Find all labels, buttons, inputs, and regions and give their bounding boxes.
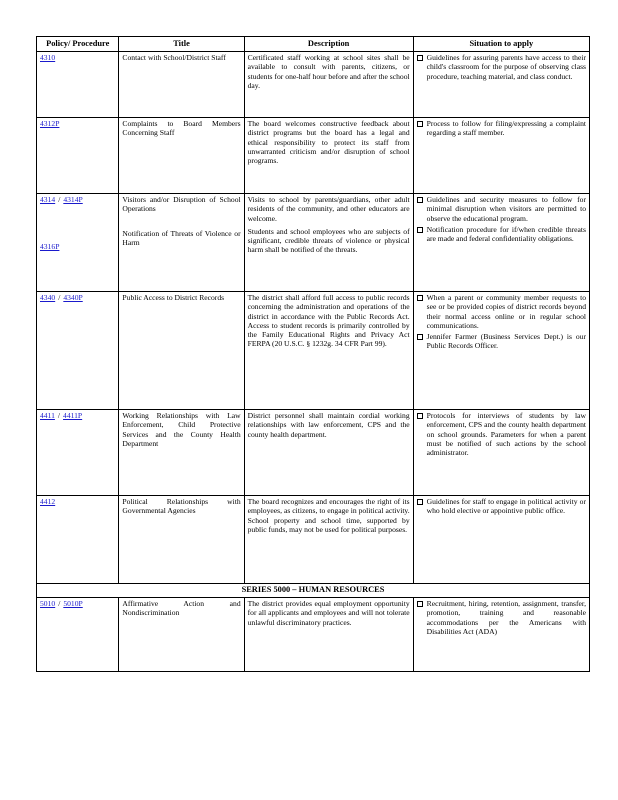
policy-title: Notification of Threats of Violence or Harm bbox=[122, 228, 241, 247]
policy-link-4340[interactable]: 4340 bbox=[40, 293, 56, 302]
table-row bbox=[37, 598, 590, 672]
checkbox-bullet-icon bbox=[417, 601, 423, 607]
policy-description: The district shall afford full access to public records concerning the administration and operations of the district in accordance with the Public Records Act. Access to student records is primarily controlled by the Family Educational Rights and Privacy Act FERPA (20 U.S.C. § 1232g. 34 CFR Part 99). bbox=[244, 292, 413, 410]
situation-text: Guidelines and security measures to follow for minimal disruption when visitors are permitted to observe the educational program. bbox=[426, 195, 586, 223]
policy-link-4312p[interactable]: 4312P bbox=[40, 119, 60, 128]
situation-cell bbox=[413, 598, 589, 672]
list-item bbox=[417, 225, 586, 244]
list-item bbox=[417, 53, 586, 81]
policy-code-cell bbox=[37, 496, 119, 584]
policy-description: Visits to school by parents/guardians, other adult residents of the community, and other educators are welcome. bbox=[247, 195, 410, 223]
policy-code-cell bbox=[37, 52, 119, 118]
procedure-link-4316p[interactable]: 4316P bbox=[40, 242, 60, 252]
policy-code-cell: 4340 / 4340P bbox=[37, 292, 119, 410]
policy-table bbox=[36, 36, 590, 672]
table-row bbox=[37, 52, 590, 118]
policy-title: Contact with School/District Staff bbox=[119, 52, 244, 118]
checkbox-bullet-icon bbox=[417, 413, 423, 419]
policy-description: The board recognizes and encourages the right of its employees, as citizens, to engage in political activity. School property and school time, supported by public funds, may not be used for political purposes. bbox=[244, 496, 413, 584]
checkbox-bullet-icon bbox=[417, 197, 423, 203]
policy-title: Visitors and/or Disruption of School Operations bbox=[122, 195, 241, 214]
checkbox-bullet-icon bbox=[417, 499, 423, 505]
procedure-link-5010p[interactable]: 5010P bbox=[63, 599, 83, 608]
header-policy-procedure: Policy/ Procedure bbox=[37, 37, 119, 52]
list-item bbox=[417, 332, 586, 351]
policy-description: Students and school employees who are subjects of significant, credible threats of violence or physical harm shall be notified of the threats. bbox=[247, 226, 410, 255]
header-description: Description bbox=[244, 37, 413, 52]
procedure-link-4314p[interactable]: 4314P bbox=[63, 195, 83, 204]
situation-cell bbox=[413, 496, 589, 584]
situation-text: Protocols for interviews of students by law enforcement, CPS and the county health department on school grounds. Parameters for when a parent must be notified of such actions by the school administrator. bbox=[426, 411, 586, 458]
header-row bbox=[37, 37, 590, 52]
situation-text: Notification procedure for if/when credible threats are made and federal confidentiality obligations. bbox=[426, 224, 586, 244]
series-heading: SERIES 5000 – HUMAN RESOURCES bbox=[37, 584, 590, 598]
checkbox-bullet-icon bbox=[417, 227, 423, 233]
policy-title: Affirmative Action and Nondiscrimination bbox=[119, 598, 244, 672]
table-row bbox=[37, 410, 590, 496]
list-item bbox=[417, 293, 586, 330]
policy-title: Political Relationships with Governmental Agencies bbox=[119, 496, 244, 584]
list-item bbox=[417, 599, 586, 636]
policy-description: The board welcomes constructive feedback about district programs but the board has a legal and ethical responsibility to protect its staff from unwarranted criticism and/or disruption of school programs. bbox=[244, 118, 413, 194]
policy-description-cell bbox=[244, 194, 413, 292]
situation-cell bbox=[413, 194, 589, 292]
list-item bbox=[417, 497, 586, 516]
checkbox-bullet-icon bbox=[417, 55, 423, 61]
policy-title-cell bbox=[119, 194, 244, 292]
situation-text: When a parent or community member requests to see or be provided copies of district records beyond their normal access online or in regular school communications. bbox=[426, 293, 586, 330]
list-item bbox=[417, 119, 586, 138]
checkbox-bullet-icon bbox=[417, 334, 423, 340]
policy-title: Working Relationships with Law Enforcement, Child Protective Services and the County Health Department bbox=[119, 410, 244, 496]
table-row bbox=[37, 118, 590, 194]
policy-link-4411[interactable]: 4411 bbox=[40, 411, 55, 420]
policy-code-cell bbox=[37, 118, 119, 194]
header-situation: Situation to apply bbox=[413, 37, 589, 52]
checkbox-bullet-icon bbox=[417, 121, 423, 127]
procedure-link-4411p[interactable]: 4411P bbox=[63, 411, 83, 420]
policy-link-4310[interactable]: 4310 bbox=[40, 53, 56, 62]
situation-text: Recruitment, hiring, retention, assignment, transfer, promotion, training and reasonable accommodations per the Americans with Disabilities Act (ADA) bbox=[426, 599, 586, 636]
policy-description: District personnel shall maintain cordial working relationships with law enforcement, CPS and the county health department. bbox=[244, 410, 413, 496]
list-item bbox=[417, 411, 586, 457]
situation-cell bbox=[413, 410, 589, 496]
policy-code-cell: 4314 / 4314P 4316P bbox=[37, 194, 119, 292]
situation-cell bbox=[413, 52, 589, 118]
situation-cell bbox=[413, 292, 589, 410]
table-row bbox=[37, 292, 590, 410]
policy-code-cell: 4411 / 4411P bbox=[37, 410, 119, 496]
policy-title: Public Access to District Records bbox=[119, 292, 244, 410]
table-row bbox=[37, 496, 590, 584]
policy-link-4314[interactable]: 4314 bbox=[40, 195, 56, 204]
situation-text: Guidelines for assuring parents have access to their child's classroom for the purpose of observing class procedure, teaching material, and class conduct. bbox=[426, 53, 586, 81]
policy-link-4412[interactable]: 4412 bbox=[40, 497, 56, 506]
situation-cell bbox=[413, 118, 589, 194]
policy-description: The district provides equal employment opportunity for all applicants and employees and will not tolerate unlawful discriminatory practices. bbox=[244, 598, 413, 672]
situation-text: Guidelines for staff to engage in political activity or who hold elective or appointive public office. bbox=[426, 497, 586, 516]
checkbox-bullet-icon bbox=[417, 295, 423, 301]
policy-link-5010[interactable]: 5010 bbox=[40, 599, 56, 608]
header-title: Title bbox=[119, 37, 244, 52]
situation-text: Jennifer Farmer (Business Services Dept.) is our Public Records Officer. bbox=[426, 332, 586, 351]
policy-description: Certificated staff working at school sites shall be available to consult with parents, citizens, or students for one-half hour before and after the school day. bbox=[244, 52, 413, 118]
situation-text: Process to follow for filing/expressing a complaint regarding a staff member. bbox=[426, 119, 586, 138]
series-heading-row bbox=[37, 584, 590, 598]
policy-code-cell: 5010 / 5010P bbox=[37, 598, 119, 672]
table-row bbox=[37, 194, 590, 292]
procedure-link-4340p[interactable]: 4340P bbox=[63, 293, 83, 302]
list-item bbox=[417, 195, 586, 223]
policy-title: Complaints to Board Members Concerning Staff bbox=[119, 118, 244, 194]
